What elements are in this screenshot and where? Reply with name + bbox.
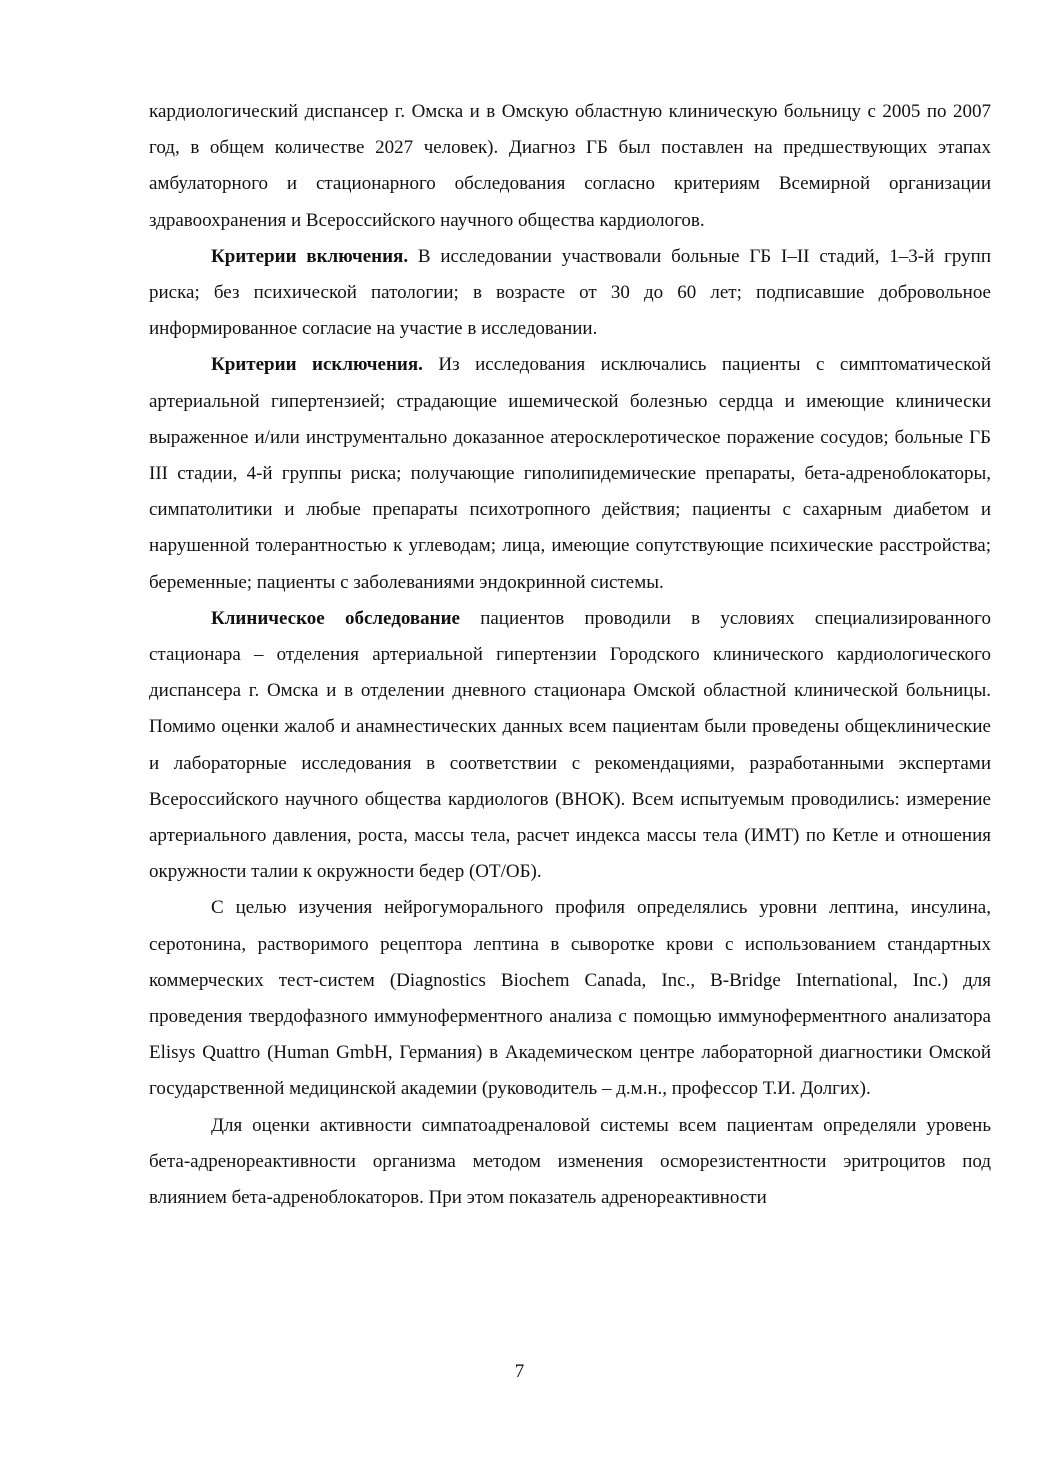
paragraph-neurohumoral-profile: С целью изучения нейрогуморального профиля определялись уровни лептина, инсулина, серотонина, растворимого рецептора лептина в сыворотке крови с использованием стандартных коммерческих тест-систем (Diagnostics Biochem Canada, Inc., B-Bridge International, Inc.) для проведения твердофазного иммуноферментного анализа с помощью иммуноферментного анализатора Elisys Quattro (Human GmbH, Германия) в Академическом центре лабораторной диагностики Омской государственной медицинской академии (руководитель – д.м.н., профессор Т.И. Долгих). xyxy=(149,897,991,1100)
document-body xyxy=(149,94,991,1216)
heading-inclusion-criteria: Критерии включения. xyxy=(211,245,409,267)
paragraph-intro-continuation: кардиологический диспансер г. Омска и в Омскую областную клиническую больницу с 2005 по 2007 год, в общем количестве 2027 человек). Диагноз ГБ был поставлен на предшествующих этапах амбулаторного и стационарного обследования согласно критериям Всемирной организации здравоохранения и Всероссийского научного общества кардиологов. xyxy=(149,101,991,231)
paragraph-exclusion-criteria xyxy=(149,347,991,600)
paragraph-inclusion-criteria xyxy=(149,239,991,348)
exclusion-criteria-text: Из исследования исключались пациенты с симптоматической артериальной гипертензией; страдающие ишемической болезнью сердца и имеющие клинически выраженное и/или инструментально доказанное атеросклеротическое поражение сосудов; больные ГБ III стадии, 4-й группы риска; получающие гиполипидемические препараты, бета-адреноблокаторы, симпатолитики и любые препараты психотропного действия; пациенты с сахарным диабетом и нарушенной толерантностью к углеводам; лица, имеющие сопутствующие психические расстройства; беременные; пациенты с заболеваниями эндокринной системы. xyxy=(149,354,992,593)
paragraph-clinical-examination xyxy=(149,601,991,891)
clinical-examination-text: пациентов проводили в условиях специализированного стационара – отделения артериальной гипертензии Городского клинического кардиологического диспансера г. Омска и в отделении дневного стационара Омской областной клинической больницы. Помимо оценки жалоб и анамнестических данных всем пациентам были проведены общеклинические и лабораторные исследования в соответствии с рекомендациями, разработанными экспертами Всероссийского научного общества кардиологов (ВНОК). Всем испытуемым проводились: измерение артериального давления, роста, массы тела, расчет индекса массы тела (ИМТ) по Кетле и отношения окружности талии к окружности бедер (ОТ/ОБ). xyxy=(149,607,992,883)
heading-exclusion-criteria: Критерии исключения. xyxy=(211,354,423,376)
page-number: 7 xyxy=(514,1361,525,1382)
heading-clinical-examination: Клиническое обследование xyxy=(211,607,460,629)
paragraph-sympathoadrenal-activity: Для оценки активности симпатоадреналовой системы всем пациентам определяли уровень бета-адренореактивности организма методом изменения осморезистентности эритроцитов под влиянием бета-адреноблокаторов. При этом показатель адренореактивности xyxy=(149,1114,991,1209)
inclusion-criteria-text: В исследовании участвовали больные ГБ I–II стадий, 1–3-й групп риска; без психической патологии; в возрасте от 30 до 60 лет; подписавшие добровольное информированное согласие на участие в исследовании. xyxy=(149,245,991,340)
